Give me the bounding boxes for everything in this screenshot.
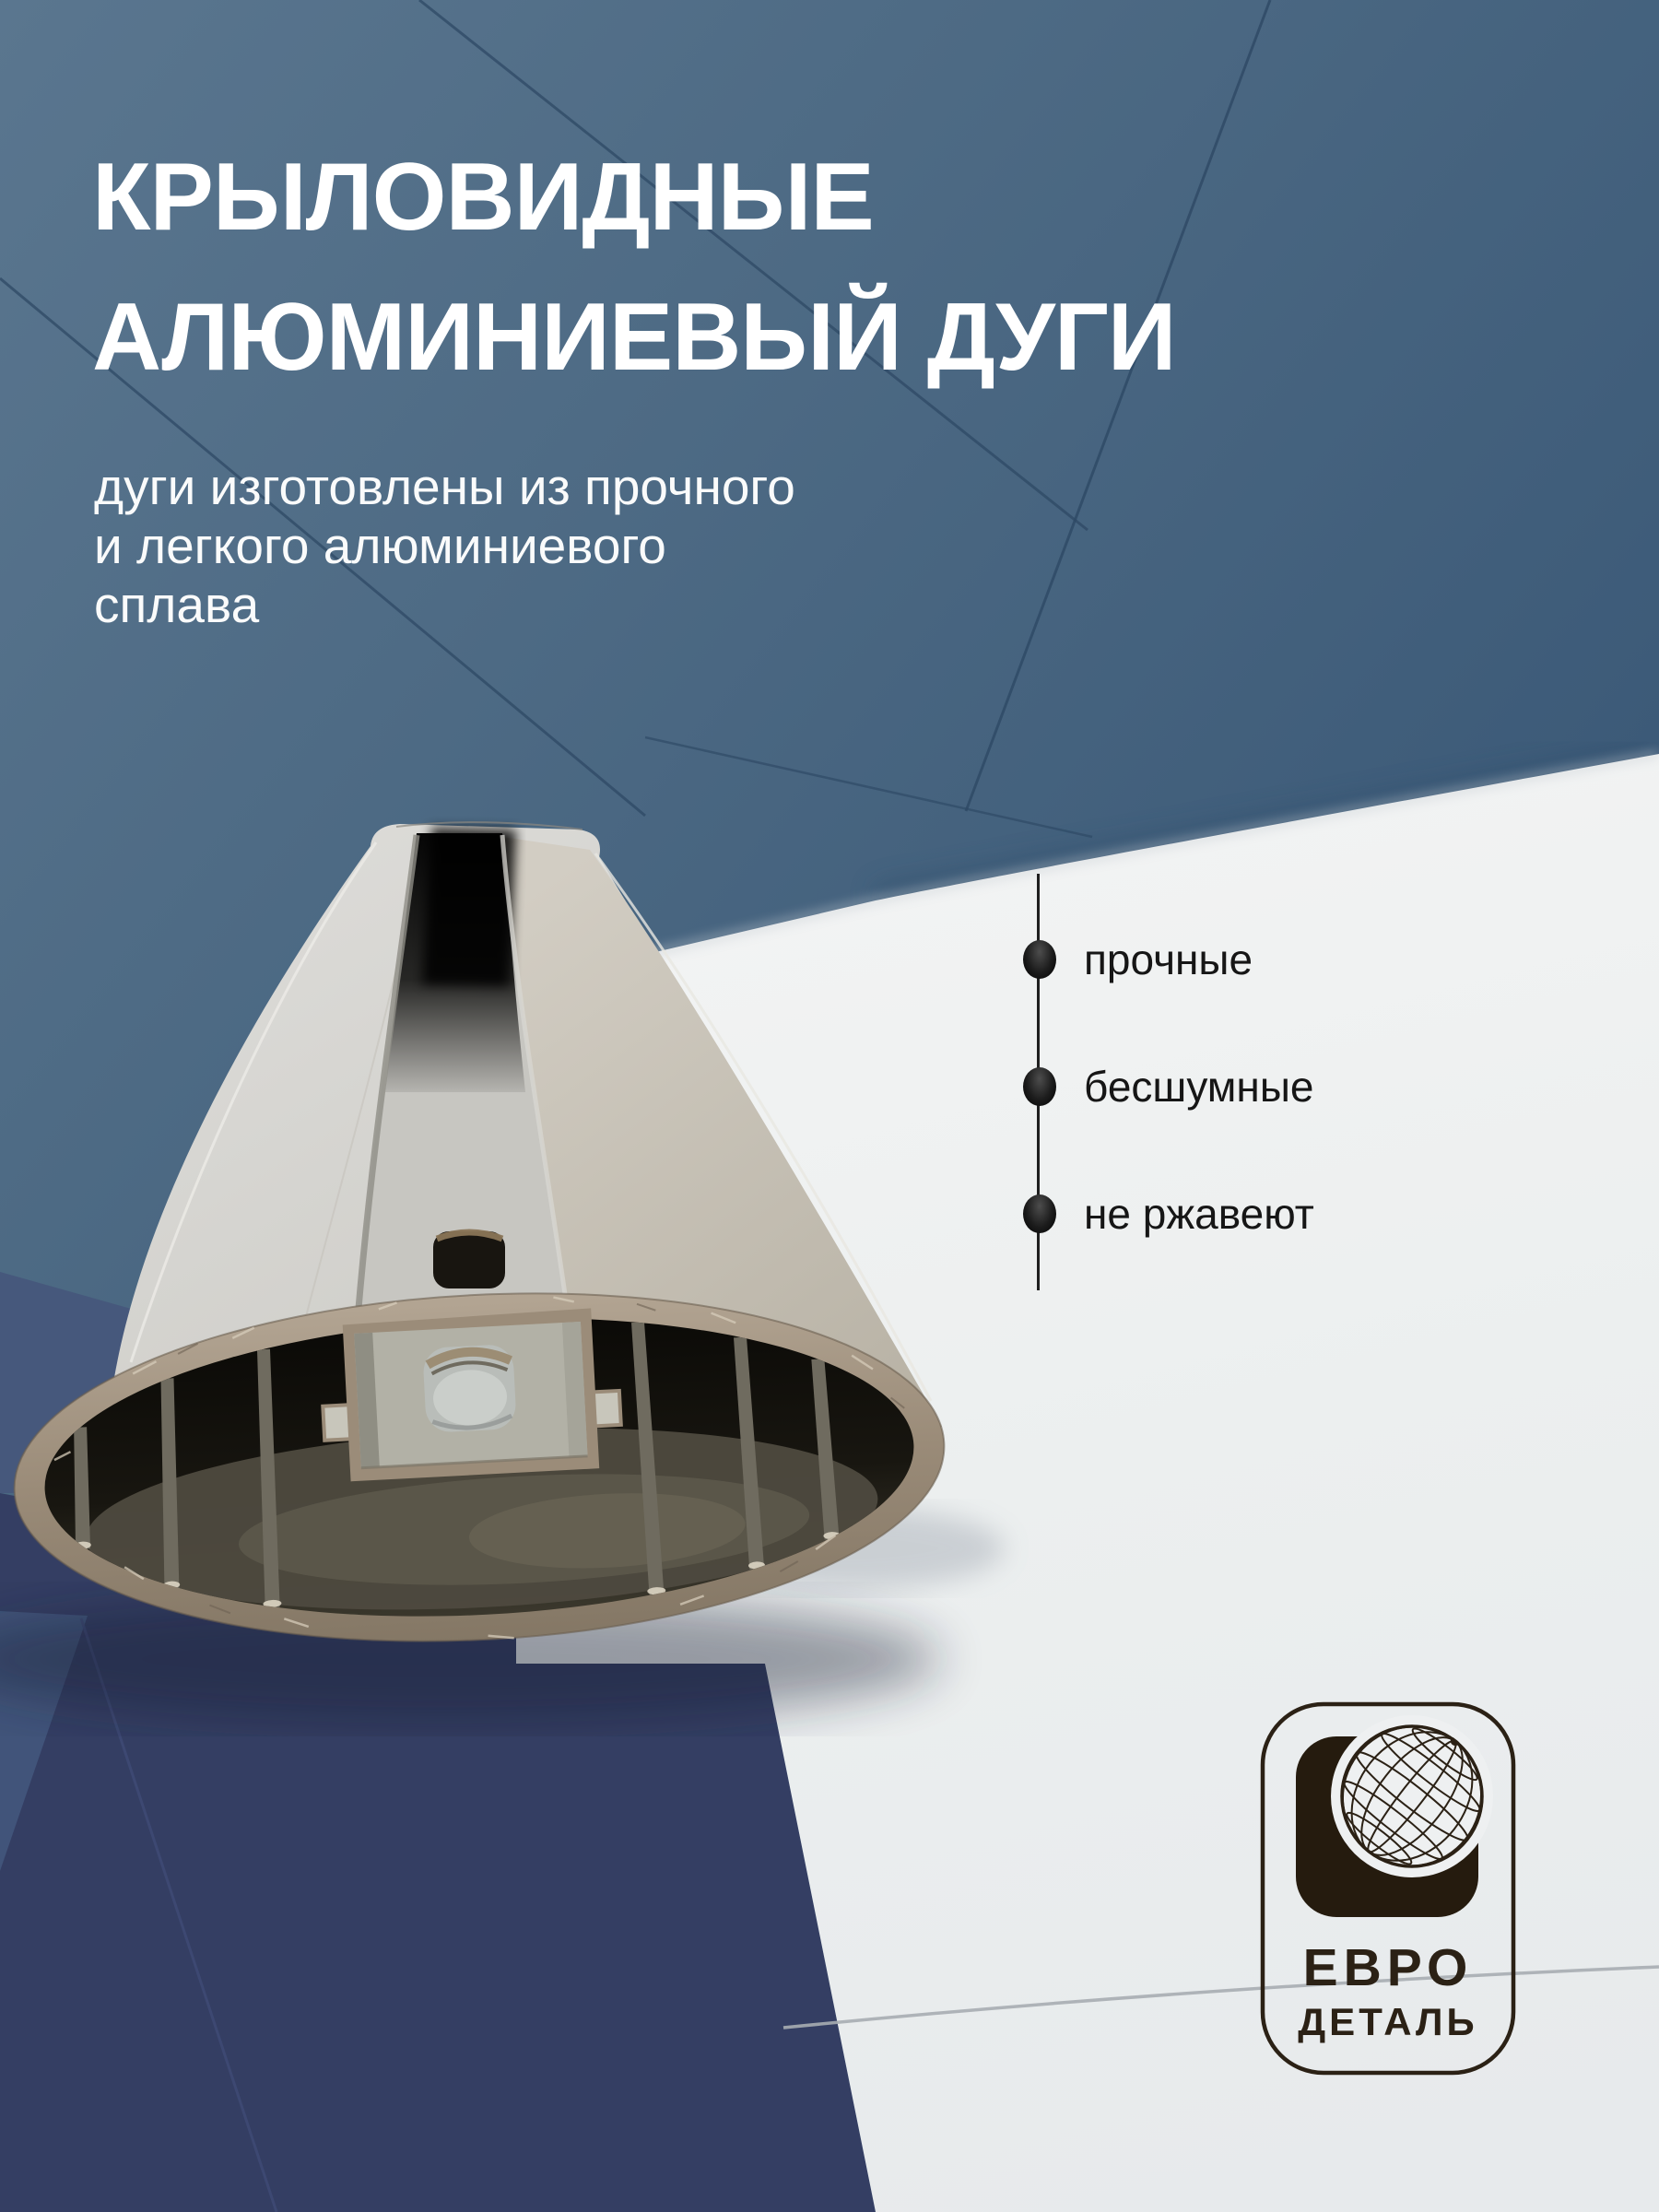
feature-bullet-dot	[1023, 940, 1056, 979]
feature-bullet-dot	[1023, 1194, 1056, 1233]
t-slot-housing	[317, 1307, 626, 1483]
subtitle-line: сплава	[94, 576, 260, 633]
brand-name-line1: ЕВРО	[1302, 1938, 1474, 1997]
subtitle-line: дуги изготовлены из прочного	[94, 458, 795, 515]
page-title	[92, 127, 1176, 407]
feature-label-rustproof: не ржавеют	[1084, 1190, 1314, 1238]
subtitle-line: и легкого алюминиевого	[94, 517, 666, 574]
mounting-hole-small	[433, 1231, 505, 1288]
feature-label-durable: прочные	[1084, 935, 1253, 983]
title-line-2: АЛЮМИНИЕВЫЙ ДУГИ	[92, 284, 1176, 391]
logo-globe-halo	[1331, 1715, 1493, 1877]
page-subtitle	[94, 457, 795, 634]
brand-name-line2: ДЕТАЛЬ	[1298, 2000, 1478, 2043]
feature-bullet-dot	[1023, 1067, 1056, 1106]
feature-label-silent: бесшумные	[1084, 1063, 1314, 1111]
mounting-hole-large	[422, 1344, 517, 1433]
title-line-1: КРЫЛОВИДНЫЕ	[92, 144, 874, 251]
